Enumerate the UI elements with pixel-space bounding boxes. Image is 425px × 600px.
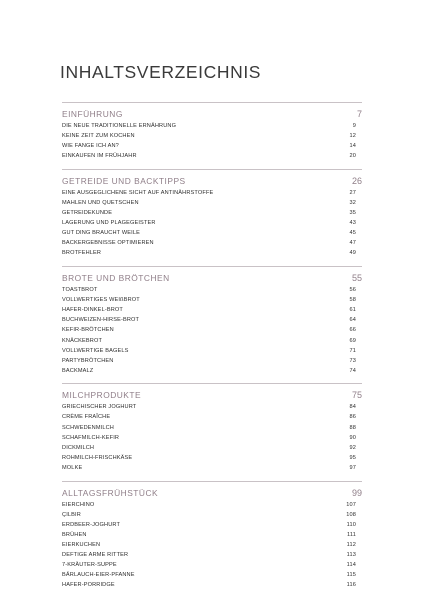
entry-page-number: 14 — [349, 143, 356, 150]
entry-page-number: 92 — [349, 444, 356, 451]
entry-page-number: 114 — [346, 562, 356, 569]
entry-page-number: 86 — [349, 414, 356, 421]
entry-page-number: 58 — [349, 297, 356, 304]
toc-entry[interactable] — [62, 346, 362, 356]
toc-section — [62, 383, 362, 473]
entry-page-number: 115 — [346, 572, 356, 579]
entry-label: DEFTIGE ARME RITTER — [62, 552, 129, 558]
entry-label: GRIECHISCHER JOGHURT — [62, 404, 137, 411]
entry-label: SCHWEDENMILCH — [62, 424, 114, 431]
entry-label: PARTYBRÖTCHEN — [62, 357, 114, 364]
entry-label: BÄRLAUCH-EIER-PFANNE — [62, 572, 135, 579]
section-title: BROTE UND BRÖTCHEN — [62, 273, 170, 284]
toc-entry[interactable] — [62, 151, 362, 161]
toc-entry[interactable] — [62, 412, 362, 422]
entry-label: BUCHWEIZEN-HIRSE-BROT — [62, 317, 140, 324]
entry-page-number: 49 — [349, 250, 356, 257]
entry-page-number: 61 — [349, 307, 356, 314]
entry-label: 7-KRÄUTER-SUPPE — [62, 562, 117, 569]
entry-page-number: 116 — [346, 582, 356, 589]
section-title: GETREIDE UND BACKTIPPS — [62, 175, 186, 186]
toc-entry[interactable] — [62, 238, 362, 248]
entry-page-number: 43 — [349, 220, 356, 227]
toc-entry[interactable] — [62, 366, 362, 376]
entry-page-number: 113 — [346, 552, 356, 558]
entry-page-number: 112 — [346, 541, 356, 548]
section-page-number: 26 — [351, 175, 362, 186]
entry-page-number: 12 — [349, 133, 356, 140]
section-heading[interactable] — [62, 266, 362, 283]
toc-section — [62, 266, 362, 376]
entry-label: BROTFEHLER — [62, 250, 102, 257]
toc-section — [62, 481, 362, 591]
entry-page-number: 111 — [347, 531, 356, 538]
toc-entry[interactable] — [62, 500, 362, 510]
toc-entry[interactable] — [62, 560, 362, 570]
entry-page-number: 9 — [352, 123, 356, 129]
toc-entry[interactable] — [62, 580, 362, 590]
entry-page-number: 108 — [346, 511, 356, 518]
toc-entry[interactable] — [62, 315, 362, 325]
entry-label: MAHLEN UND QUETSCHEN — [62, 199, 139, 206]
entry-label: HAFER-DINKEL-BROT — [62, 307, 123, 314]
entry-page-number: 95 — [349, 454, 356, 461]
toc-entry[interactable] — [62, 443, 362, 453]
entry-label: VOLLWERTIGES WEIßBROT — [62, 297, 140, 304]
toc-entry[interactable] — [62, 510, 362, 520]
section-page-number: 55 — [351, 273, 362, 284]
entry-page-number: 69 — [349, 337, 356, 344]
toc-entry[interactable] — [62, 248, 362, 258]
toc-section — [62, 102, 362, 161]
toc-entry[interactable] — [62, 228, 362, 238]
entry-page-number: 56 — [349, 287, 356, 294]
section-title: MILCHPRODUKTE — [62, 390, 142, 401]
entry-label: ROHMILCH-FRISCHKÄSE — [62, 454, 133, 461]
toc-entry[interactable] — [62, 285, 362, 295]
entry-page-number: 35 — [349, 210, 356, 217]
entry-label: GUT DING BRAUCHT WEILE — [62, 230, 140, 237]
toc-entry[interactable] — [62, 453, 362, 463]
section-title: ALLTAGSFRÜHSTÜCK — [62, 487, 159, 498]
entry-page-number: 73 — [349, 357, 356, 364]
entry-label: GETREIDEKUNDE — [62, 210, 113, 217]
toc-entry[interactable] — [62, 218, 362, 228]
entry-page-number: 32 — [349, 199, 356, 206]
entry-page-number: 84 — [349, 404, 356, 411]
toc-entry[interactable] — [62, 305, 362, 315]
entry-label: ÇILBIR — [62, 511, 81, 518]
entry-label: DICKMILCH — [62, 444, 95, 451]
toc-entry[interactable] — [62, 540, 362, 550]
entry-label: HAFER-PORRIDGE — [62, 582, 115, 589]
entry-label: EIERKUCHEN — [62, 541, 101, 548]
toc-entry[interactable] — [62, 423, 362, 433]
entry-label: CRÈME FRAÎCHE — [62, 414, 111, 421]
toc-entry[interactable] — [62, 356, 362, 366]
entry-page-number: 64 — [349, 317, 356, 324]
entry-page-number: 47 — [349, 240, 356, 247]
entry-label: KNÄCKEBROT — [62, 337, 103, 344]
entry-label: KEFIR-BRÖTCHEN — [62, 327, 114, 334]
entry-label: SCHAFMILCH-KEFIR — [62, 434, 120, 441]
entry-label: EINE AUSGEGLICHENE SICHT AUF ANTINÄHRSTOFFE — [62, 189, 214, 196]
section-heading[interactable] — [62, 102, 362, 119]
entry-label: LAGERUNG UND PLAGEGEISTER — [62, 220, 156, 227]
section-page-number: 7 — [356, 109, 362, 119]
toc-entry[interactable] — [62, 530, 362, 540]
entry-page-number: 66 — [349, 327, 356, 334]
toc-entry[interactable] — [62, 208, 362, 218]
toc-entry[interactable] — [62, 550, 362, 560]
toc-entry[interactable] — [62, 520, 362, 530]
entry-label: BACKMALZ — [62, 367, 94, 374]
toc-entry[interactable] — [62, 188, 362, 198]
toc-list — [62, 102, 362, 598]
entry-label: EIERCHINO — [62, 501, 95, 508]
toc-entry[interactable] — [62, 463, 362, 473]
page-title: INHALTSVERZEICHNIS — [60, 62, 262, 82]
entry-label: BACKERGEBNISSE OPTIMIEREN — [62, 240, 154, 247]
entry-page-number: 45 — [349, 230, 356, 237]
entry-label: KEINE ZEIT ZUM KOCHEN — [62, 133, 135, 140]
toc-entry[interactable] — [62, 336, 362, 346]
entry-label: MOLKE — [62, 464, 83, 471]
entry-label: TOASTBROT — [62, 287, 98, 294]
entry-page-number: 110 — [346, 521, 356, 528]
section-heading[interactable] — [62, 481, 362, 498]
entry-page-number: 107 — [346, 501, 356, 508]
entry-page-number: 88 — [349, 424, 356, 431]
toc-section — [62, 169, 362, 259]
entry-label: WIE FANGE ICH AN? — [62, 143, 119, 150]
section-heading[interactable] — [62, 383, 362, 400]
entry-page-number: 90 — [349, 434, 356, 441]
entry-page-number: 97 — [349, 464, 356, 471]
toc-entry[interactable] — [62, 570, 362, 580]
toc-entry[interactable] — [62, 131, 362, 141]
section-page-number: 75 — [351, 390, 362, 401]
toc-entry[interactable] — [62, 433, 362, 443]
entry-label: ERDBEER-JOGHURT — [62, 521, 121, 528]
toc-entry[interactable] — [62, 121, 362, 131]
entry-page-number: 74 — [349, 367, 356, 374]
entry-label: EINKAUFEN IM FRÜHJAHR — [62, 153, 137, 160]
section-page-number: 99 — [351, 487, 362, 498]
toc-entry[interactable] — [62, 325, 362, 335]
toc-entry[interactable] — [62, 198, 362, 208]
toc-entry[interactable] — [62, 402, 362, 412]
entry-label: VOLLWERTIGE BAGELS — [62, 347, 129, 354]
section-title: EINFÜHRUNG — [62, 109, 123, 119]
entry-label: BRÜHEN — [62, 531, 87, 538]
entry-page-number: 27 — [349, 189, 356, 196]
toc-entry[interactable] — [62, 295, 362, 305]
toc-entry[interactable] — [62, 141, 362, 151]
entry-page-number: 71 — [349, 347, 356, 354]
entry-page-number: 20 — [349, 153, 356, 160]
entry-label: DIE NEUE TRADITIONELLE ERNÄHRUNG — [62, 123, 177, 129]
section-heading[interactable] — [62, 169, 362, 186]
